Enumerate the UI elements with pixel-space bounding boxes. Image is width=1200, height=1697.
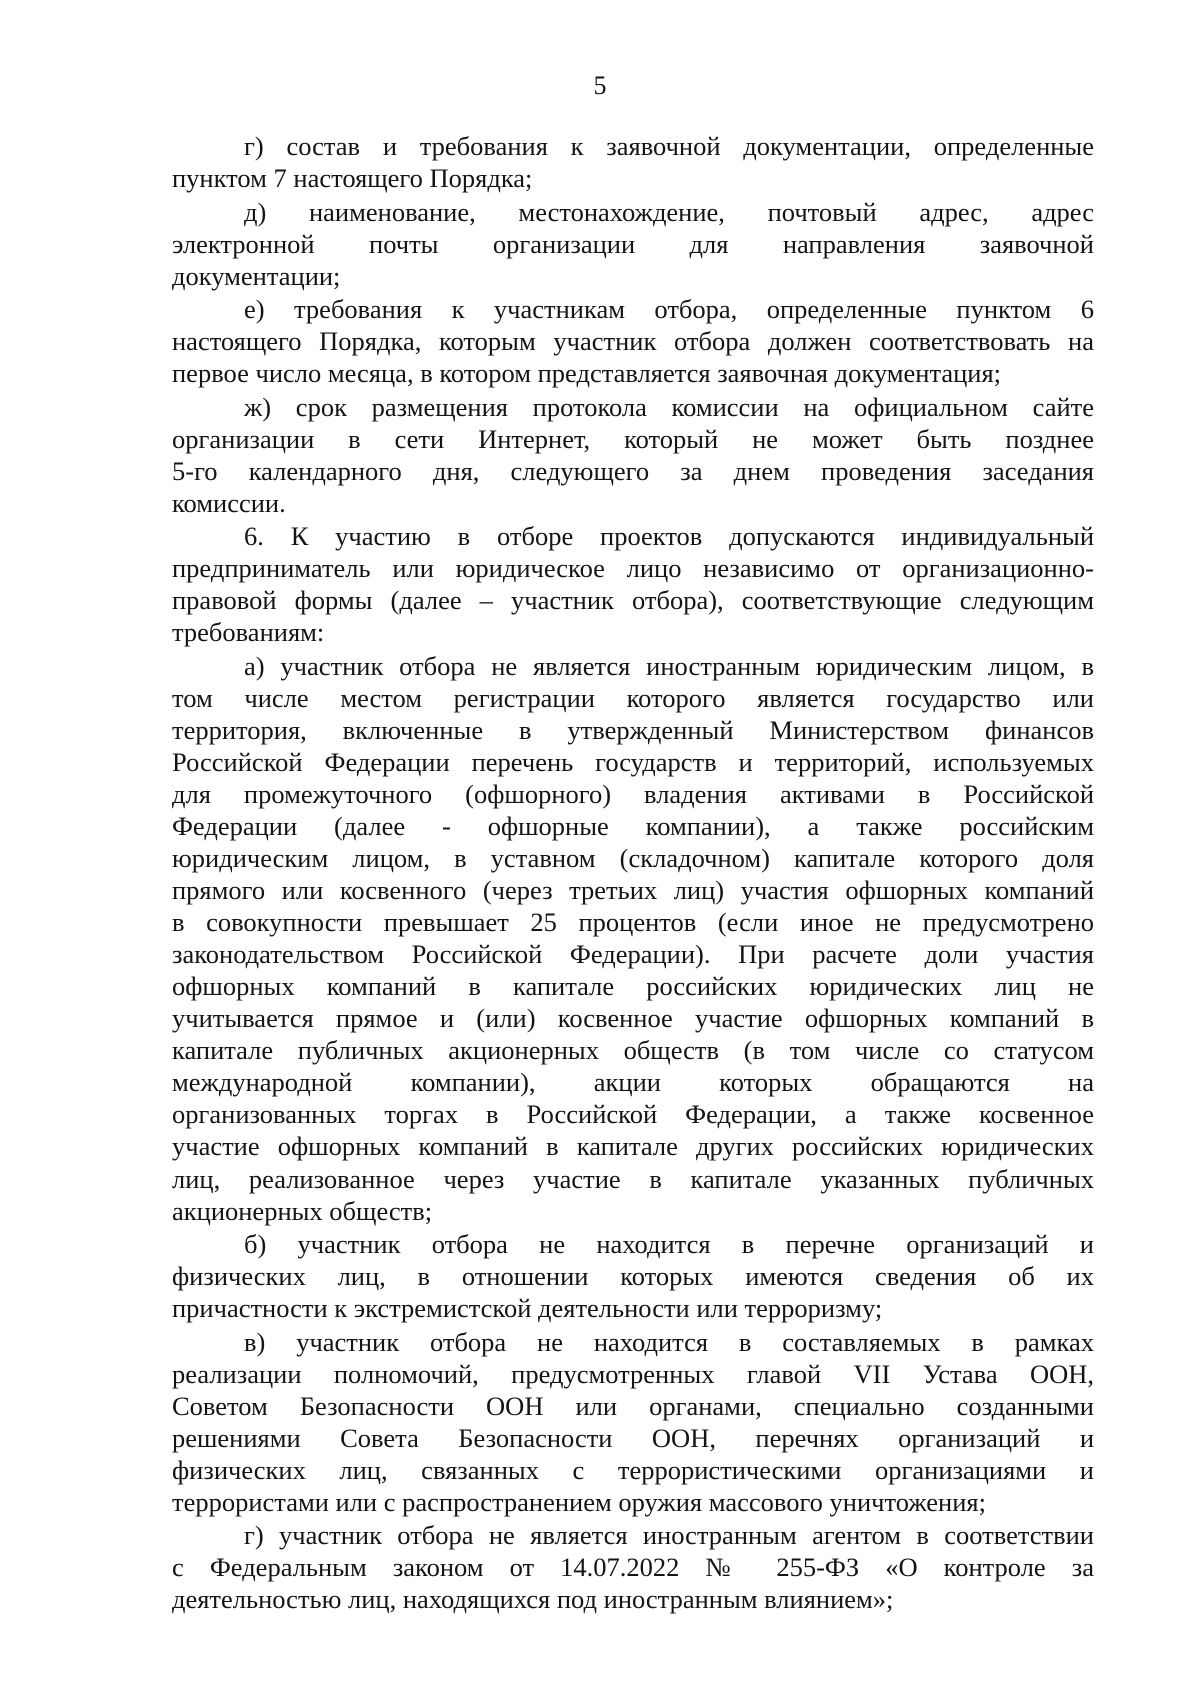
paragraph-line: для промежуточного (офшорного) владения активами в Российской bbox=[172, 779, 1094, 810]
paragraph-line: организованных торгах в Российской Федерации, а также косвенное bbox=[172, 1099, 1094, 1130]
paragraph-line: организации в сети Интернет, который не может быть позднее bbox=[172, 423, 1094, 454]
paragraph-line: ж) срок размещения протокола комиссии на официальном сайте bbox=[244, 391, 1094, 422]
paragraph-line: международной компании), акции которых обращаются на bbox=[172, 1067, 1094, 1098]
paragraph-line: д) наименование, местонахождение, почтовый адрес, адрес bbox=[244, 196, 1094, 227]
paragraph-line: документации; bbox=[172, 260, 341, 291]
paragraph-line: настоящего Порядка, которым участник отбора должен соответствовать на bbox=[172, 326, 1094, 357]
paragraph-line: г) участник отбора не является иностранным агентом в соответствии bbox=[244, 1520, 1094, 1551]
page-number: 5 bbox=[593, 71, 607, 100]
paragraph-line: Федерации (далее - офшорные компании), а также российским bbox=[172, 811, 1094, 842]
paragraph-line: правовой формы (далее – участник отбора), соответствующие следующим bbox=[172, 585, 1094, 616]
paragraph-line: в) участник отбора не находится в составляемых в рамках bbox=[244, 1326, 1094, 1357]
paragraph-line: предприниматель или юридическое лицо независимо от организационно- bbox=[172, 553, 1094, 584]
paragraph-line: террористами или с распространением оружия массового уничтожения; bbox=[172, 1486, 986, 1517]
paragraph-line: реализации полномочий, предусмотренных главой VII Устава ООН, bbox=[172, 1358, 1094, 1389]
paragraph-line: территория, включенные в утвержденный Министерством финансов bbox=[172, 715, 1094, 746]
paragraph-line: физических лиц, в отношении которых имеются сведения об их bbox=[172, 1261, 1094, 1292]
paragraph-line: деятельностью лиц, находящихся под иностранным влиянием»; bbox=[172, 1584, 894, 1615]
paragraph-line: электронной почты организации для направления заявочной bbox=[172, 228, 1094, 259]
paragraph-line: учитывается прямое и (или) косвенное участие офшорных компаний в bbox=[172, 1003, 1094, 1034]
paragraph-line: е) требования к участникам отбора, определенные пунктом 6 bbox=[244, 294, 1094, 325]
paragraph-line: 5-го календарного дня, следующего за днем проведения заседания bbox=[172, 455, 1094, 486]
paragraph-line: первое число месяца, в котором представляется заявочная документация; bbox=[172, 358, 1002, 389]
paragraph-line: с Федеральным законом от 14.07.2022 № 255-ФЗ «О контроле за bbox=[172, 1552, 1094, 1583]
paragraph-line: капитале публичных акционерных обществ (в том числе со статусом bbox=[172, 1035, 1094, 1066]
paragraph-line: г) состав и требования к заявочной документации, определенные bbox=[244, 131, 1094, 161]
paragraph-line: Советом Безопасности ООН или органами, специально созданными bbox=[172, 1390, 1094, 1421]
paragraph-line: законодательством Российской Федерации). При расчете доли участия bbox=[172, 939, 1094, 970]
paragraph-line: юридическим лицом, в уставном (складочном) капитале которого доля bbox=[172, 843, 1094, 874]
paragraph-line: требованиям: bbox=[172, 617, 325, 648]
paragraph-line: акционерных обществ; bbox=[172, 1195, 433, 1226]
paragraph-line: том числе местом регистрации которого является государство или bbox=[172, 683, 1094, 714]
document-body bbox=[172, 130, 1094, 1615]
paragraph-line: участие офшорных компаний в капитале других российских юридических bbox=[172, 1131, 1094, 1162]
paragraph-line: 6. К участию в отборе проектов допускаются индивидуальный bbox=[244, 521, 1094, 552]
paragraph-line: прямого или косвенного (через третьих лиц) участия офшорных компаний bbox=[172, 875, 1094, 906]
paragraph-line: а) участник отбора не является иностранным юридическим лицом, в bbox=[244, 651, 1094, 681]
paragraph-line: физических лиц, связанных с террористическими организациями и bbox=[172, 1454, 1094, 1485]
paragraph-line: пунктом 7 настоящего Порядка; bbox=[172, 163, 533, 194]
paragraph-line: лиц, реализованное через участие в капитале указанных публичных bbox=[172, 1163, 1094, 1194]
paragraph-line: офшорных компаний в капитале российских юридических лиц не bbox=[172, 971, 1094, 1002]
paragraph-line: комиссии. bbox=[172, 487, 286, 518]
paragraph-line: решениями Совета Безопасности ООН, перечнях организаций и bbox=[172, 1422, 1094, 1453]
paragraph-line: Российской Федерации перечень государств и территорий, используемых bbox=[172, 747, 1094, 778]
paragraph-line: б) участник отбора не находится в перечне организаций и bbox=[244, 1229, 1094, 1260]
paragraph-line: причастности к экстремистской деятельности или терроризму; bbox=[172, 1293, 883, 1324]
paragraph-line: в совокупности превышает 25 процентов (если иное не предусмотрено bbox=[172, 907, 1094, 938]
